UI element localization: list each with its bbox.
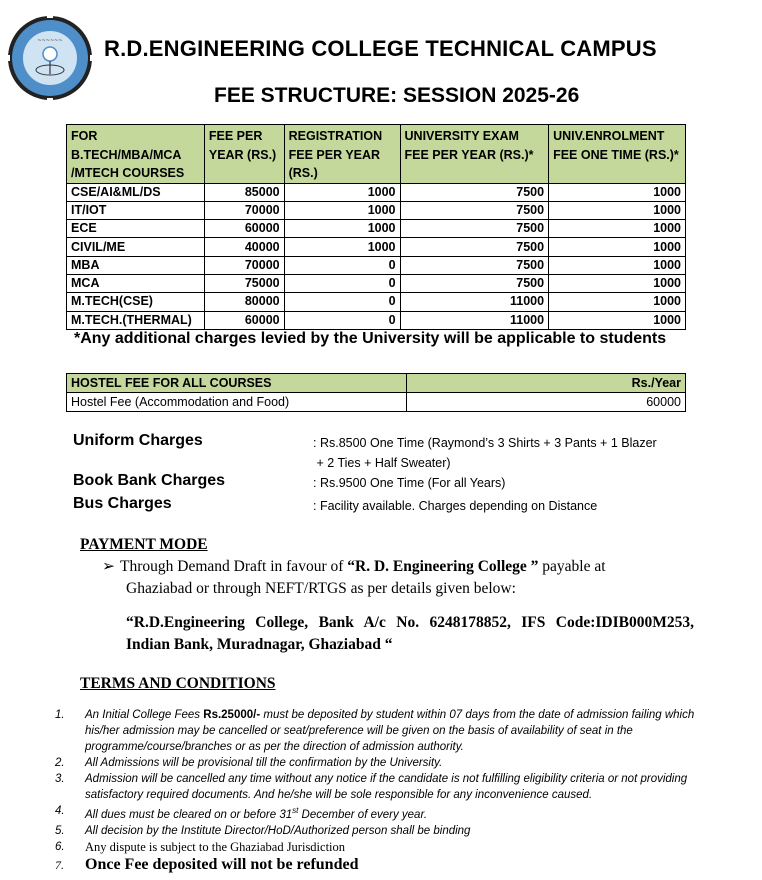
uniform-charges-line1: : Rs.8500 One Time (Raymond’s 3 Shirts + 3 Pants + 1 Blazer (313, 436, 657, 450)
list-item (55, 771, 715, 803)
term-text: Admission will be cancelled any time without any notice if the candidate is not fulfilling eligibility criteria or not providing satisfactory required documents. And he/she will be sole responsible for any inconvenience caused. (85, 773, 688, 801)
book-bank-charges-value: : Rs.9500 One Time (For all Years) (313, 476, 506, 490)
terms-heading: TERMS AND CONDITIONS (80, 675, 276, 692)
registration-fee: 0 (284, 274, 400, 292)
registration-fee: 0 (284, 311, 400, 329)
fee-per-year: 70000 (204, 256, 284, 274)
header-university-exam-fee: UNIVERSITY EXAM FEE PER YEAR (RS.)* (400, 125, 549, 184)
enrolment-fee: 1000 (549, 201, 686, 219)
payment-instructions (102, 556, 694, 600)
hostel-header-label: HOSTEL FEE FOR ALL COURSES (67, 374, 407, 393)
fee-per-year: 70000 (204, 201, 284, 219)
table-row (67, 238, 686, 256)
uniform-charges-label: Uniform Charges (73, 432, 203, 449)
bus-charges-value: : Facility available. Charges depending on Distance (313, 499, 598, 513)
college-name: R.D.ENGINEERING COLLEGE TECHNICAL CAMPUS (104, 36, 657, 61)
exam-fee: 7500 (400, 274, 549, 292)
term-text-after: December of every year. (298, 808, 428, 821)
header-courses: FOR B.TECH/MBA/MCA /MTECH COURSES (67, 125, 205, 184)
registration-fee: 1000 (284, 201, 400, 219)
fee-table (66, 124, 686, 330)
exam-fee: 7500 (400, 256, 549, 274)
course-name: ECE (67, 220, 205, 238)
ordinal-suffix: st (292, 806, 299, 815)
payment-text-line2: Ghaziabad or through NEFT/RTGS as per details given below: (126, 580, 516, 597)
course-name: MCA (67, 274, 205, 292)
term-text (85, 803, 715, 823)
term-text-before: All dues must be cleared on or before 31 (85, 808, 293, 821)
term-number: 1. (55, 709, 65, 721)
payment-text-after: payable at (538, 558, 606, 575)
fee-per-year: 60000 (204, 311, 284, 329)
hostel-fee-table (66, 373, 686, 412)
fee-per-year: 85000 (204, 183, 284, 201)
bank-details: “R.D.Engineering College, Bank A/c No. 6248178852, IFS Code:IDIB000M253, Indian Bank, Muradnagar, Ghaziabad “ (126, 614, 694, 653)
registration-fee: 0 (284, 256, 400, 274)
term-text: All Admissions will be provisional till the confirmation by the University. (85, 757, 443, 769)
registration-fee: 0 (284, 293, 400, 311)
term-text: All decision by the Institute Director/HoD/Authorized person shall be binding (85, 824, 471, 837)
fee-per-year: 80000 (204, 293, 284, 311)
table-row (67, 256, 686, 274)
registration-fee: 1000 (284, 220, 400, 238)
fee-table-header-row (67, 125, 686, 184)
fee-per-year: 75000 (204, 274, 284, 292)
term-text (85, 707, 715, 755)
table-row (67, 311, 686, 329)
term-number: 6. (55, 840, 65, 853)
term-text-after: must be deposited by student within 07 days from the date of admission failing which his/her admission may be cancelled or seat/preference will be given on the basis of availability of seat in the programme/course/branches or as per the direction of admission authority. (85, 709, 695, 753)
course-name: M.TECH.(THERMAL) (67, 311, 205, 329)
header-enrolment-fee: UNIV.ENROLMENT FEE ONE TIME (RS.)* (549, 125, 686, 184)
enrolment-fee: 1000 (549, 220, 686, 238)
initial-fee-amount: Rs.25000/- (203, 709, 261, 721)
table-row (67, 183, 686, 201)
table-row (67, 393, 686, 412)
fee-per-year: 40000 (204, 238, 284, 256)
enrolment-fee: 1000 (549, 238, 686, 256)
hostel-fee-label: Hostel Fee (Accommodation and Food) (67, 393, 407, 412)
payment-mode-heading: PAYMENT MODE (80, 536, 208, 553)
list-item (55, 707, 715, 755)
term-text-before: An Initial College Fees (85, 709, 204, 721)
table-row (67, 274, 686, 292)
header-fee-per-year: FEE PER YEAR (RS.) (204, 125, 284, 184)
payee-name: “R. D. Engineering College ” (347, 558, 539, 575)
enrolment-fee: 1000 (549, 311, 686, 329)
bus-charges-label: Bus Charges (73, 495, 172, 512)
term-number: 2. (55, 757, 65, 769)
enrolment-fee: 1000 (549, 183, 686, 201)
svg-text:~~~~~~: ~~~~~~ (37, 38, 63, 44)
enrolment-fee: 1000 (549, 256, 686, 274)
enrolment-fee: 1000 (549, 274, 686, 292)
course-name: M.TECH(CSE) (67, 293, 205, 311)
table-row (67, 293, 686, 311)
registration-fee: 1000 (284, 183, 400, 201)
term-number: 5. (55, 824, 65, 837)
term-text: Any dispute is subject to the Ghaziabad Jurisdiction (85, 839, 346, 854)
list-item (55, 823, 715, 839)
table-row (67, 201, 686, 219)
list-item (55, 839, 715, 855)
course-name: CSE/AI&ML/DS (67, 183, 205, 201)
exam-fee: 7500 (400, 201, 549, 219)
course-name: MBA (67, 256, 205, 274)
term-number: 3. (55, 773, 65, 785)
arrow-bullet-icon: ➢ (102, 558, 115, 575)
course-name: CIVIL/ME (67, 238, 205, 256)
additional-charges-note: *Any additional charges levied by the University will be applicable to students (74, 330, 667, 347)
fee-per-year: 60000 (204, 220, 284, 238)
term-number: 7. (55, 857, 64, 872)
exam-fee: 7500 (400, 220, 549, 238)
list-item (55, 755, 715, 771)
fee-structure-title: FEE STRUCTURE: SESSION 2025-26 (214, 84, 580, 107)
list-item (55, 803, 715, 823)
terms-list (55, 707, 715, 875)
term-text: Once Fee deposited will not be refunded (85, 855, 359, 873)
exam-fee: 7500 (400, 183, 549, 201)
course-name: IT/IOT (67, 201, 205, 219)
registration-fee: 1000 (284, 238, 400, 256)
hostel-header-row (67, 374, 686, 393)
payment-text-before: Through Demand Draft in favour of (120, 558, 348, 575)
hostel-fee-value: 60000 (407, 393, 686, 412)
list-item (55, 855, 715, 875)
uniform-charges-value (313, 433, 657, 473)
term-number: 4. (55, 805, 65, 817)
uniform-charges-line2: + 2 Ties + Half Sweater) (313, 456, 451, 470)
table-row (67, 220, 686, 238)
college-logo (4, 12, 96, 104)
hostel-header-unit: Rs./Year (407, 374, 686, 393)
book-bank-charges-label: Book Bank Charges (73, 472, 226, 489)
exam-fee: 11000 (400, 293, 549, 311)
header-registration-fee: REGISTRATION FEE PER YEAR (RS.) (284, 125, 400, 184)
exam-fee: 11000 (400, 311, 549, 329)
exam-fee: 7500 (400, 238, 549, 256)
enrolment-fee: 1000 (549, 293, 686, 311)
